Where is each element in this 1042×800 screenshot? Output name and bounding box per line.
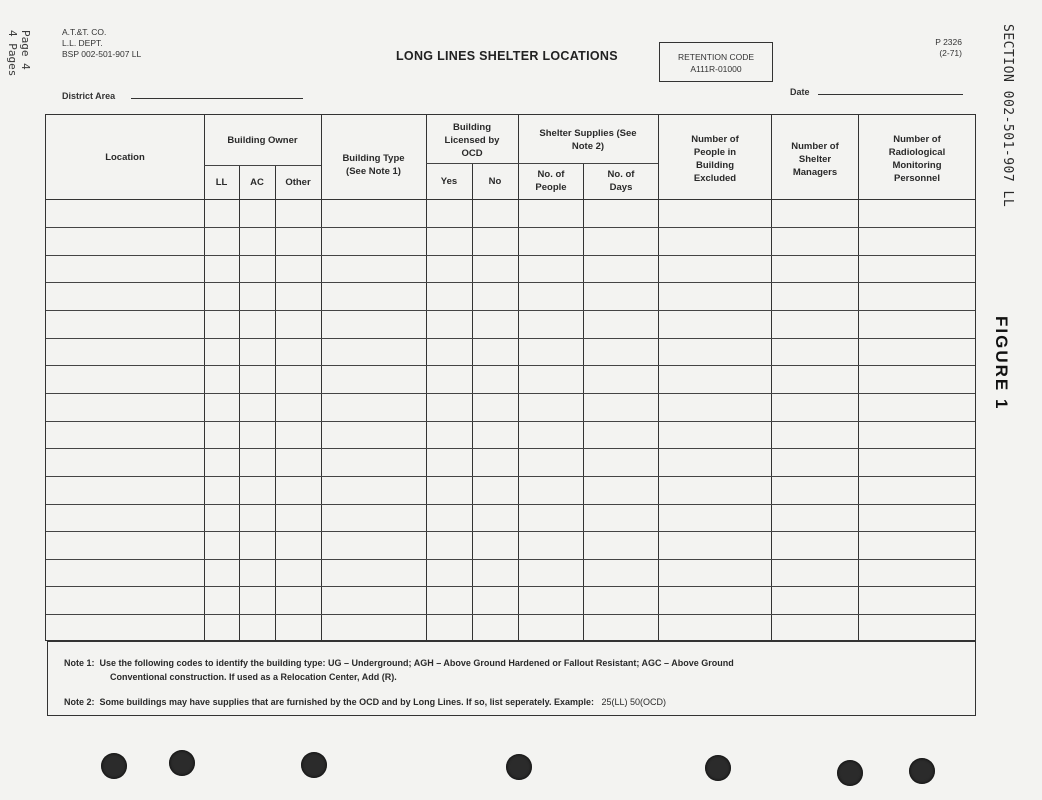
- punch-hole: [101, 753, 127, 779]
- header-location: Location: [105, 151, 145, 163]
- row-divider: [46, 559, 975, 560]
- retention-code: A111R-01000: [690, 64, 742, 74]
- punch-hole: [705, 755, 731, 781]
- retention-code-box: [659, 42, 773, 82]
- punch-hole: [506, 754, 532, 780]
- row-divider: [46, 282, 975, 283]
- row-divider: [46, 421, 975, 422]
- form-number-block: [926, 37, 962, 59]
- header-ac: AC: [250, 176, 264, 188]
- row-divider: [46, 338, 975, 339]
- note-2-label: Note 2:: [64, 697, 95, 707]
- note-1-continued: Conventional construction. If used as a Relocation Center, Add (R).: [110, 672, 397, 682]
- row-divider: [46, 476, 975, 477]
- company-block: [62, 27, 141, 60]
- header-radiological-personnel: Number of Radiological Monitoring Personnel: [888, 134, 946, 184]
- punch-hole: [909, 758, 935, 784]
- row-divider: [46, 531, 975, 532]
- header-no: No: [488, 175, 502, 187]
- header-shelter-supplies: Shelter Supplies (See Note 2): [539, 128, 637, 152]
- total-pages: 4 Pages: [6, 30, 19, 77]
- notes-box: [47, 641, 976, 716]
- note-1-text: Use the following codes to identify the building type: UG – Underground; AGH – Above Ground Hardened or Fallout Resistant; AGC – Above Ground: [99, 658, 734, 668]
- district-area-label: District Area: [62, 91, 116, 101]
- page-number: Page 4: [19, 30, 32, 70]
- note-2: [64, 696, 666, 709]
- section-number: SECTION 002-501-907 LL: [1000, 24, 1015, 208]
- header-no-of-days: No. of Days: [607, 169, 635, 193]
- page-count-margin: [6, 30, 32, 76]
- row-divider: [46, 310, 975, 311]
- header-ll: LL: [215, 176, 228, 188]
- punch-hole: [837, 760, 863, 786]
- punch-hole: [301, 752, 327, 778]
- form-number: P 2326: [935, 37, 962, 47]
- district-area-field[interactable]: [131, 98, 303, 99]
- row-divider: [46, 365, 975, 366]
- note-2-example: 25(LL) 50(OCD): [601, 697, 667, 707]
- header-no-of-people: No. of People: [535, 169, 567, 193]
- form-title: LONG LINES SHELTER LOCATIONS: [396, 49, 618, 63]
- note-1: [64, 657, 734, 670]
- shelter-table: [45, 114, 976, 641]
- date-field[interactable]: [818, 94, 963, 95]
- header-people-excluded: Number of People in Building Excluded: [691, 134, 739, 184]
- header-building-type: Building Type (See Note 1): [342, 153, 405, 177]
- punch-hole: [169, 750, 195, 776]
- company-name: A.T.&T. CO.: [62, 27, 107, 37]
- row-divider: [46, 504, 975, 505]
- header-building-owner: Building Owner: [227, 134, 298, 146]
- practice-number: BSP 002-501-907 LL: [62, 49, 142, 59]
- header-licensed-ocd: Building Licensed by OCD: [444, 121, 500, 159]
- note-2-text: Some buildings may have supplies that are furnished by the OCD and by Long Lines. If so, list seperately. Example:: [99, 697, 594, 707]
- row-divider: [46, 586, 975, 587]
- row-divider: [46, 255, 975, 256]
- department: L.L. DEPT.: [62, 38, 103, 48]
- figure-label: FIGURE 1: [992, 316, 1011, 411]
- row-divider: [46, 448, 975, 449]
- row-divider: [46, 614, 975, 615]
- row-divider: [46, 227, 975, 228]
- header-other: Other: [285, 176, 311, 188]
- row-divider: [46, 393, 975, 394]
- header-shelter-managers: Number of Shelter Managers: [791, 140, 839, 178]
- retention-label: RETENTION CODE: [677, 52, 755, 62]
- form-revision-date: (2-71): [939, 48, 962, 58]
- date-label: Date: [790, 87, 810, 97]
- header-yes: Yes: [440, 175, 458, 187]
- note-1-label: Note 1:: [64, 658, 95, 668]
